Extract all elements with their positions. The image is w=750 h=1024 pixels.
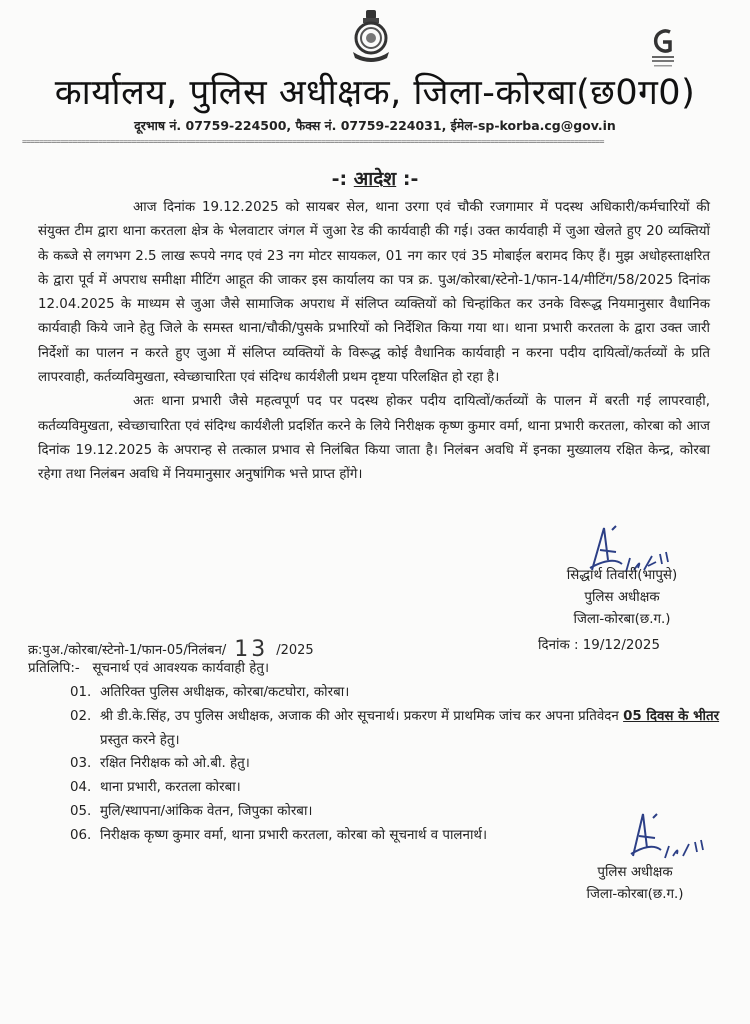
copy-to-line — [28, 658, 269, 676]
signatory-block — [542, 565, 702, 631]
signatory-district: जिला-कोरबा(छ.ग.) — [586, 887, 684, 902]
reference-prefix: क्र:पुअ./कोरबा/स्टेनो-1/फान-05/निलंबन/ — [28, 643, 227, 658]
list-item: 04. थाना प्रभारी, करतला कोरबा। — [70, 780, 241, 796]
copy-to-label: प्रतिलिपि:- — [28, 661, 80, 676]
paragraph-2: अतः थाना प्रभारी जैसे महत्वपूर्ण पद पर पदस्थ होकर पदीय दायित्वों/कर्तव्यों के पालन में बरती गई लापरवाही, कर्तव्यविमुखता, स्वेच्छाचारिता एवं संदिग्ध कार्यशैली प्रदर्शित करने के लिये निरीक्षक कृष्ण कुमार वर्मा, थाना प्रभारी करतला, कोरबा को आज दिनांक 19.12.2025 के अपरान्ह से तत्काल प्रभाव से निलंबित किया जाता है। निलंबन अवधि में इनका मुख्यालय रक्षित केन्द्र, कोरबा रहेगा तथा निलंबन अवधि में नियमानुसार अनुषांगिक भत्ते प्राप्त होंगे। — [38, 394, 710, 483]
paragraph-1: आज दिनांक 19.12.2025 को सायबर सेल, थाना उरगा एवं चौकी रजगामार में पदस्थ अधिकारी/कर्मचारियों की संयुक्त टीम द्वारा थाना करतला क्षेत्र के भेलवाटार जंगल में जुआ रेड की कार्यवाही की गई। उक्त कार्यवाही में जुआ खेलते हुए 20 व्यक्तियों के कब्जे से लगभग 2.5 लाख रूपये नगद एवं 23 नग मोटर सायकल, 01 नग कार एवं 35 मोबाईल बरामद किए हैं। मुझ अधोहस्ताक्षरित के द्वारा पूर्व में अपराध समीक्षा मीटिंग आहूत की जाकर इस कार्यालय का पत्र क्र. पुअ/कोरबा/स्टेनो-1/फान-14/मीटिंग/58/2025 दिनांक 12.04.2025 के माध्यम से जुआ जैसे सामाजिक अपराध में संलिप्त व्यक्तियों को चिन्हांकित कर उनके विरूद्ध नियमानुसार वैधानिक कार्यवाही किये जाने हेतु जिले के समस्त थाना/चौकी/पुसके प्रभारियों को निर्देशित किया गया था। थाना प्रभारी करतला के द्वारा उक्त जारी निर्देशों का पालन न करते हुए जुआ में संलिप्त व्यक्तियों के विरूद्ध कोई वैधानिक कार्यवाही न करना पदीय दायित्वों/कर्तव्यों के प्रति लापरवाही, कर्तव्यविमुखता, स्वेच्छाचारिता एवं संदिग्ध कार्यशैली प्रथम दृष्टया परिलक्षित हो रहा है। — [38, 200, 710, 386]
reference-handwritten-number: 13 — [234, 637, 269, 662]
list-item: 02. श्री डी.के.सिंह, उप पुलिस अधीक्षक, अजाक की ओर सूचनार्थ। प्रकरण में प्राथमिक जांच कर अपना प्रतिवेदन 05 दिवस के भीतर प्रस्तुत करने हेतु। — [70, 708, 720, 748]
order-body — [38, 196, 710, 488]
signatory-name: सिद्धार्थ तिवारी(भापुसे) — [566, 568, 678, 583]
list-item: 01. अतिरिक्त पुलिस अधीक्षक, कोरबा/कटघोरा, कोरबा। — [70, 685, 350, 700]
signatory-designation: पुलिस अधीक्षक — [597, 865, 673, 880]
copy-to-list — [70, 681, 720, 848]
signature-icon — [625, 808, 715, 868]
reference-number — [28, 635, 314, 660]
order-prefix: -: — [331, 168, 348, 190]
copy-to-purpose: सूचनार्थ एवं आवश्यक कार्यवाही हेतु। — [92, 661, 270, 676]
signatory-designation: पुलिस अधीक्षक — [584, 590, 660, 605]
separator-line: ========================================================================================================================================== — [22, 137, 604, 146]
reference-suffix: /2025 — [276, 643, 314, 658]
office-title: कार्यालय, पुलिस अधीक्षक, जिला-कोरबा(छ0ग0) — [54, 73, 696, 113]
order-word: आदेश — [353, 168, 397, 190]
signatory-block-2 — [570, 862, 700, 906]
order-heading — [0, 165, 750, 191]
list-item: 03. रक्षित निरीक्षक को ओ.बी. हेतु। — [70, 756, 250, 772]
list-item: 06. निरीक्षक कृष्ण कुमार वर्मा, थाना प्रभारी करतला, कोरबा को सूचनार्थ व पालनार्थ। — [70, 827, 488, 843]
contact-line: दूरभाष नं. 07759-224500, फैक्स नं. 07759-224031, ईमेल-sp-korba.cg@gov.in — [134, 118, 616, 133]
police-emblem-icon — [347, 8, 395, 64]
order-suffix: :- — [402, 168, 419, 190]
list-item: 05. मुलि/स्थापना/आंकिक वेतन, जिपुका कोरबा। — [70, 803, 313, 819]
order-date: दिनांक : 19/12/2025 — [538, 638, 660, 653]
g20-logo-icon — [648, 26, 678, 72]
signatory-district: जिला-कोरबा(छ.ग.) — [573, 612, 671, 627]
deadline-underlined: 05 दिवस के भीतर — [623, 708, 720, 724]
